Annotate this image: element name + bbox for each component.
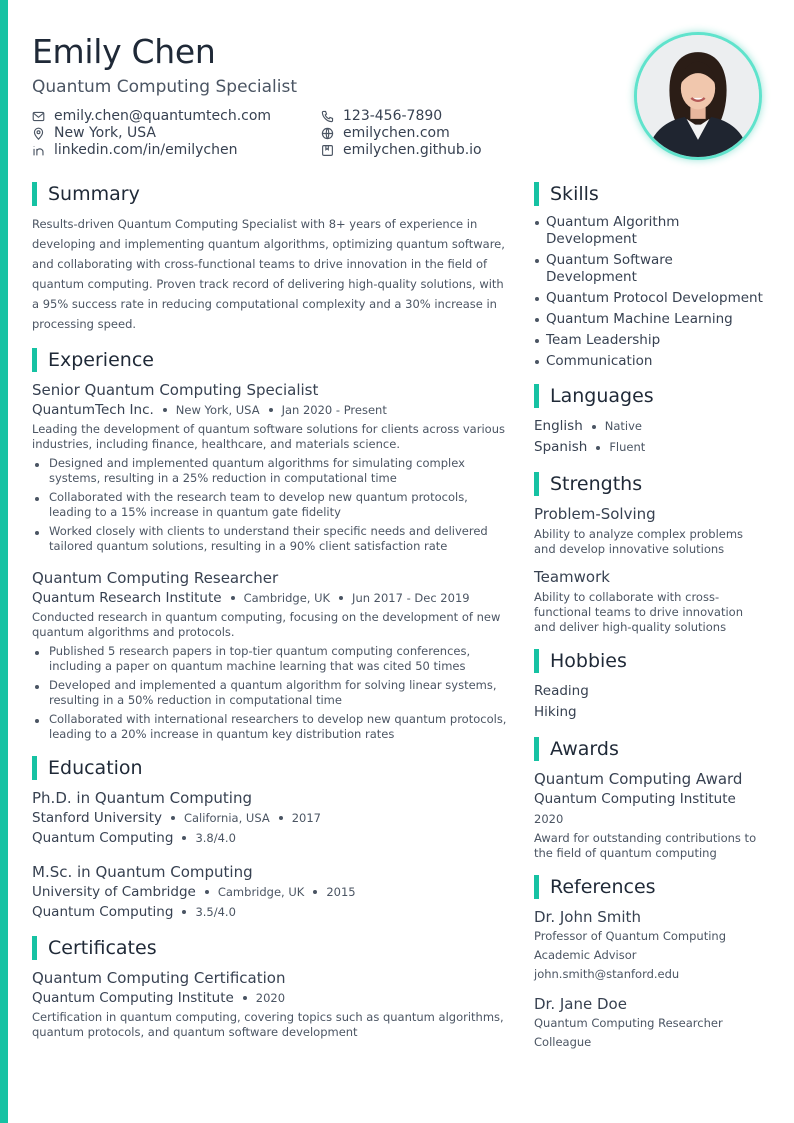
contact-github[interactable]: emilychen.github.io [321,142,482,159]
graduation-year: 2015 [326,885,356,899]
contact-website[interactable]: emilychen.com [321,125,450,142]
job-description: Conducted research in quantum computing, focusing on the development of new quantum algorithms and protocols. [32,610,501,639]
separator-dot [205,890,209,894]
reference-title: Quantum Computing Researcher [534,1016,723,1030]
experience-heading: Experience [32,348,510,372]
education-meta [32,808,510,828]
certificates-section [32,936,510,1040]
school-location: California, USA [183,811,270,825]
summary-text: Results-driven Quantum Computing Specialist with 8+ years of experience in developing and implementing quantum algorithms, optimizing quantum software, and collaborating with cross-functional teams to drive innovation in the field of quantum computing. Proven track record of delivering high-quality solutions, with a 95% success rate in reducing computational complexity and a 30% increase in processing speed. [32,217,505,331]
separator-dot [313,890,317,894]
job-location: Cambridge, UK [243,591,331,605]
separator-dot [269,408,273,412]
phone-icon [321,110,334,123]
hobbies-heading: Hobbies [534,649,766,673]
field-of-study: Quantum Computing [32,830,174,846]
strength-title: Teamwork [534,568,610,586]
job-dates: Jan 2020 - Present [281,403,387,417]
contact-email[interactable]: emily.chen@quantumtech.com [32,108,271,125]
language-level: Native [604,419,642,433]
awards-section [534,737,766,861]
list-item: Quantum Machine Learning [534,311,766,328]
separator-dot [592,425,596,429]
experience-entry [32,380,510,554]
summary-heading: Summary [32,182,510,206]
certificate-meta [32,988,510,1008]
language-item [534,416,766,437]
reference-relation: Colleague [534,1035,592,1049]
contact-phone[interactable]: 123-456-7890 [321,108,442,125]
hobbies-section [534,649,766,723]
contact-block [32,108,532,162]
degree-title: M.Sc. in Quantum Computing [32,863,253,881]
job-bullets [32,456,510,554]
education-heading: Education [32,756,510,780]
list-item: Quantum Algorithm Development [534,214,766,248]
language-name: Spanish [534,439,588,455]
education-entry [32,862,510,922]
person-role: Quantum Computing Specialist [32,77,298,97]
reference-relation: Academic Advisor [534,948,637,962]
awards-heading: Awards [534,737,766,761]
list-item: Worked closely with clients to understand their specific needs and delivered tailored quantum solutions, resulting in a 90% client satisfaction rate [32,524,510,554]
separator-dot [163,408,167,412]
resume-header [32,32,592,98]
list-item: Developed and implemented a quantum algorithm for solving linear systems, resulting in a 50% reduction in computational time [32,678,510,708]
certificate-description: Certification in quantum computing, covering topics such as quantum algorithms, quantum protocols, and quantum software development [32,1010,504,1039]
field-of-study: Quantum Computing [32,904,174,920]
left-column [32,182,510,1054]
job-description: Leading the development of quantum software solutions for clients across various industries, including finance, healthcare, and materials science. [32,422,505,451]
certificate-entry [32,968,510,1040]
company-name: QuantumTech Inc. [32,402,154,418]
skills-list [534,214,766,370]
list-item: Quantum Software Development [534,252,766,286]
school-name: Stanford University [32,810,162,826]
certificate-year: 2020 [255,991,286,1005]
strengths-section [534,472,766,635]
reference-name: Dr. John Smith [534,908,641,926]
education-entry [32,788,510,848]
job-title: Quantum Computing Researcher [32,569,279,587]
linkedin-icon [32,144,45,157]
right-column [534,182,766,1066]
strengths-heading: Strengths [534,472,766,496]
separator-dot [596,446,600,450]
mail-icon [32,110,45,123]
degree-title: Ph.D. in Quantum Computing [32,789,252,807]
hobby-item: Reading [534,683,589,699]
list-item: Team Leadership [534,332,766,349]
language-level: Fluent [609,440,646,454]
award-issuer: Quantum Computing Institute [534,791,736,807]
map-pin-icon [32,127,45,140]
contact-linkedin[interactable]: linkedin.com/in/emilychen [32,142,237,159]
separator-dot [182,836,186,840]
portrait-image [637,35,759,157]
person-name: Emily Chen [32,32,216,71]
job-location: New York, USA [175,403,260,417]
accent-bar [0,0,8,1123]
education-field [32,902,510,922]
languages-heading: Languages [534,384,766,408]
reference-title: Professor of Quantum Computing [534,929,726,943]
hobby-item: Hiking [534,704,577,720]
skills-heading: Skills [534,182,766,206]
reference-entry [534,907,766,984]
languages-section [534,384,766,458]
skills-section [534,182,766,370]
list-item: Communication [534,353,766,370]
profile-photo [634,32,762,160]
bookmark-icon [321,144,334,157]
experience-entry [32,568,510,742]
references-section [534,875,766,1052]
gpa: 3.8/4.0 [195,831,236,845]
language-name: English [534,418,583,434]
certificate-title: Quantum Computing Certification [32,969,286,987]
list-item: Collaborated with the research team to develop new quantum protocols, leading to a 15% increase in quantum gate fidelity [32,490,510,520]
separator-dot [339,596,343,600]
separator-dot [171,816,175,820]
education-field [32,828,510,848]
experience-section [32,348,510,742]
globe-icon [321,127,334,140]
graduation-year: 2017 [291,811,321,825]
job-title: Senior Quantum Computing Specialist [32,381,319,399]
reference-name: Dr. Jane Doe [534,995,627,1013]
school-name: University of Cambridge [32,884,196,900]
strength-title: Problem-Solving [534,505,656,523]
separator-dot [231,596,235,600]
separator-dot [243,996,247,1000]
job-dates: Jun 2017 - Dec 2019 [352,591,470,605]
list-item: Collaborated with international researchers to develop new quantum protocols, leading to a 20% increase in quantum key distribution rates [32,712,510,742]
award-year: 2020 [534,812,564,826]
reference-email[interactable]: john.smith@stanford.edu [534,967,680,981]
certificate-issuer: Quantum Computing Institute [32,990,234,1006]
list-item: Designed and implemented quantum algorithms for simulating complex systems, resulting in a 25% reduction in computational time [32,456,510,486]
list-item: Published 5 research papers in top-tier quantum computing conferences, including a paper on quantum machine learning that was cited 50 times [32,644,510,674]
certificates-heading: Certificates [32,936,510,960]
company-name: Quantum Research Institute [32,590,222,606]
reference-entry [534,994,766,1052]
school-location: Cambridge, UK [217,885,305,899]
job-meta [32,400,510,420]
education-section [32,756,510,922]
award-title: Quantum Computing Award [534,770,743,788]
strength-description: Ability to analyze complex problems and develop innovative solutions [534,527,744,556]
job-bullets [32,644,510,742]
separator-dot [182,910,186,914]
list-item: Quantum Protocol Development [534,290,766,307]
contact-location: New York, USA [32,125,156,142]
education-meta [32,882,510,902]
references-heading: References [534,875,766,899]
gpa: 3.5/4.0 [195,905,236,919]
strength-description: Ability to collaborate with cross-functional teams to drive innovation and deliver high-quality solutions [534,590,744,634]
separator-dot [279,816,283,820]
language-item [534,437,766,458]
summary-section [32,182,510,334]
job-meta [32,588,510,608]
award-description: Award for outstanding contributions to the field of quantum computing [534,831,757,860]
